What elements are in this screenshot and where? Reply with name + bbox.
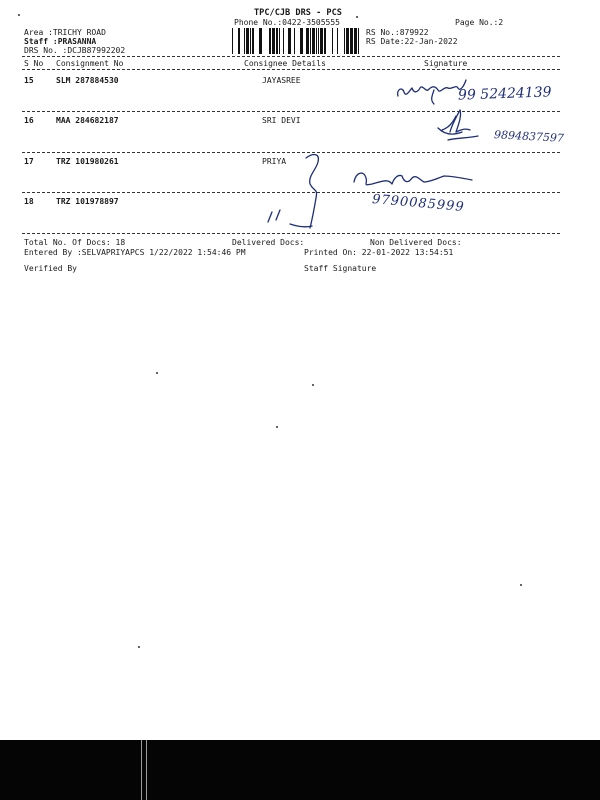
staff-label: Staff :	[24, 37, 58, 46]
printed-on: Printed On: 22-01-2022 13:54:51	[304, 248, 454, 257]
rs-date: RS Date:22-Jan-2022	[366, 37, 458, 46]
barcode-bar	[306, 28, 309, 54]
delivered-docs: Delivered Docs:	[232, 238, 305, 247]
column-header-sno: S No	[24, 59, 44, 68]
barcode-bar	[337, 28, 338, 54]
barcode-bar	[232, 28, 233, 54]
phone-number: Phone No.:0422-3505555	[234, 18, 340, 27]
barcode-bar	[269, 28, 271, 54]
barcode-bar	[238, 28, 240, 54]
table-row-consignment: MAA 284682187	[56, 116, 119, 125]
table-row-consignment: SLM 287884530	[56, 76, 119, 85]
handwritten-phone: 99 52424139	[457, 84, 552, 104]
signature-mark	[290, 224, 312, 227]
drs-number: DRS No. :DCJB87992202	[24, 46, 126, 55]
signature-mark	[448, 136, 478, 140]
total-docs: Total No. Of Docs: 18	[24, 238, 126, 247]
scan-speck	[276, 426, 278, 428]
scan-speck	[18, 14, 20, 16]
staff-signature-label: Staff Signature	[304, 264, 377, 273]
barcode-bar	[324, 28, 326, 54]
barcode-bar	[244, 28, 245, 54]
table-row-consignee: JAYASREE	[262, 76, 301, 85]
page-number: Page No.:2	[455, 18, 504, 27]
signature-mark	[438, 128, 462, 134]
barcode-bar	[246, 28, 249, 54]
table-row-consignment: TRZ 101978897	[56, 197, 119, 206]
column-header-consignment: Consignment No	[56, 59, 124, 68]
scanner-edge-line	[141, 740, 142, 800]
table-row-sno: 16	[24, 116, 34, 125]
signature-mark	[398, 80, 466, 96]
handwritten-phone: 9894837597	[493, 128, 565, 145]
barcode-bar	[279, 28, 280, 54]
scan-speck	[520, 584, 522, 586]
barcode-bar	[252, 28, 254, 54]
scan-speck	[356, 16, 358, 18]
divider	[22, 69, 560, 70]
signature-mark	[442, 116, 456, 130]
table-row-sno: 17	[24, 157, 34, 166]
column-header-consignee: Consignee Details	[244, 59, 326, 68]
area-label: Area :TRICHY ROAD	[24, 28, 106, 37]
divider	[22, 233, 560, 234]
scan-speck	[138, 646, 140, 648]
scanner-edge-line	[146, 740, 147, 800]
table-row-consignment: TRZ 101980261	[56, 157, 119, 166]
entered-by: Entered By :SELVAPRIYAPCS 1/22/2022 1:54:46 PM	[24, 248, 246, 257]
barcode-bar	[250, 28, 251, 54]
barcode-bar	[283, 28, 284, 54]
scan-speck	[312, 384, 314, 386]
verified-by: Verified By	[24, 264, 77, 273]
barcode-bar	[350, 28, 353, 54]
divider	[22, 56, 560, 57]
rs-number: RS No.:879922	[366, 28, 429, 37]
barcode-bar	[332, 28, 333, 54]
handwritten-phone: 9790085999	[371, 191, 466, 216]
staff-name: PRASANNA	[57, 37, 97, 46]
barcode-bar	[300, 28, 303, 54]
signature-mark	[354, 173, 472, 185]
table-row-consignee: PRIYA	[262, 157, 287, 166]
barcode-bar	[276, 28, 278, 54]
table-row-consignee: SRI DEVI	[262, 116, 301, 125]
barcode-bar	[346, 28, 349, 54]
column-header-signature: Signature	[424, 59, 468, 68]
non-delivered-docs: Non Delivered Docs:	[370, 238, 462, 247]
barcode-bar	[288, 28, 291, 54]
scan-speck	[156, 372, 158, 374]
divider	[22, 152, 560, 153]
scanner-edge-band	[0, 740, 600, 800]
barcode-bar	[318, 28, 319, 54]
barcode-bar	[320, 28, 323, 54]
signature-mark	[276, 210, 280, 220]
signature-mark	[432, 90, 434, 104]
barcode-graphic	[232, 28, 362, 54]
divider	[22, 192, 560, 193]
barcode-bar	[344, 28, 345, 54]
signature-mark	[268, 212, 272, 222]
table-row-sno: 15	[24, 76, 34, 85]
divider	[22, 111, 560, 112]
barcode-bar	[312, 28, 315, 54]
barcode-bar	[358, 28, 359, 54]
barcode-bar	[294, 28, 295, 54]
barcode-bar	[310, 28, 311, 54]
signature-mark	[450, 110, 470, 132]
barcode-bar	[259, 28, 262, 54]
barcode-bar	[316, 28, 317, 54]
barcode-bar	[272, 28, 275, 54]
barcode-bar	[354, 28, 357, 54]
report-title: TPC/CJB DRS - PCS	[254, 8, 342, 18]
table-row-sno: 18	[24, 197, 34, 206]
